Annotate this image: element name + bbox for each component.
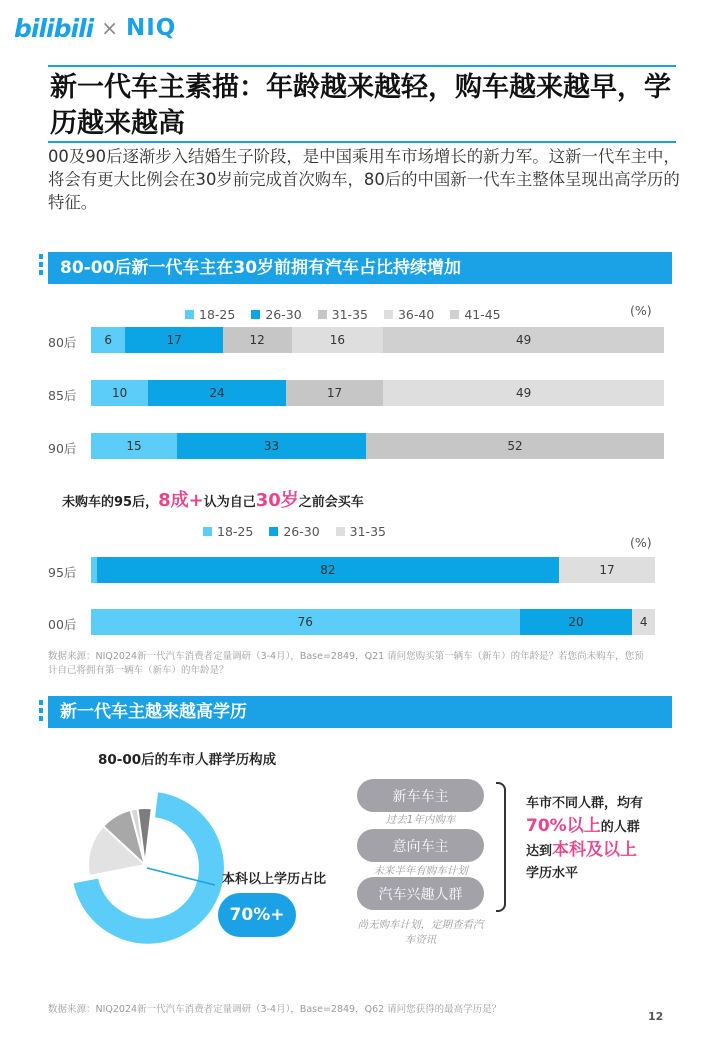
chart1-legend-swatch bbox=[185, 310, 194, 319]
legend-chart1 bbox=[185, 307, 501, 322]
chart1-bar-segment: 6 bbox=[91, 327, 125, 353]
logo-separator: × bbox=[101, 16, 118, 40]
chart2-bar-segment: 17 bbox=[559, 557, 655, 583]
pie-highlight-badge: 70%+ bbox=[218, 893, 296, 937]
source-note-1: 数据来源：NIQ2024新一代汽车消费者定量调研（3-4月），Base=2849，Q21 请问您购买第一辆车（新车）的年龄是？若您尚未购车，您预计自己将拥有第一辆车（新车）的年龄是？ bbox=[48, 651, 644, 676]
chart1-row-label: 85后 bbox=[48, 388, 77, 403]
group-pill-car-enthusiasts: 汽车兴趣人群 bbox=[357, 877, 484, 910]
section-dots-1 bbox=[39, 254, 43, 278]
chart2-legend-item bbox=[269, 524, 319, 539]
section-title-education: 新一代车主越来越高学历 bbox=[48, 696, 672, 728]
page-number: 12 bbox=[648, 1010, 664, 1023]
chart1-bar-segment: 52 bbox=[366, 433, 664, 459]
chart1-legend-label: 26-30 bbox=[265, 307, 302, 322]
header-logos bbox=[14, 12, 176, 44]
pie-highlight-label: 本科以上学历占比 bbox=[222, 872, 327, 887]
chart1-legend-label: 18-25 bbox=[199, 307, 236, 322]
chart2-row-label: 95后 bbox=[48, 565, 77, 580]
chart1-legend-swatch bbox=[318, 310, 327, 319]
title-bottom-rule bbox=[48, 141, 676, 143]
chart2-title: 未购车的95后，8成+认为自己30岁之前会买车 bbox=[62, 490, 364, 511]
legend-chart2 bbox=[203, 524, 386, 539]
chart2-legend-label: 31-35 bbox=[349, 524, 386, 539]
chart1-bar-segment: 49 bbox=[383, 380, 664, 406]
chart1-bar-segment: 33 bbox=[177, 433, 366, 459]
chart1-legend-item bbox=[450, 307, 500, 322]
chart1-legend-label: 41-45 bbox=[464, 307, 501, 322]
chart2-row-label: 00后 bbox=[48, 617, 77, 632]
chart1-legend-item bbox=[384, 307, 434, 322]
bilibili-logo: bilibili bbox=[14, 13, 94, 43]
chart2-legend-item bbox=[203, 524, 253, 539]
pie-title: 80-00后的车市人群学历构成 bbox=[98, 752, 277, 768]
chart1-bar-segment: 49 bbox=[383, 327, 664, 353]
niq-logo: NIQ bbox=[125, 15, 177, 41]
chart1-bar-segment: 16 bbox=[292, 327, 384, 353]
section-dots-2 bbox=[39, 700, 43, 724]
chart2-legend-swatch bbox=[203, 527, 212, 536]
chart1-unit: (%) bbox=[630, 303, 652, 318]
chart1-bar-segment: 15 bbox=[91, 433, 177, 459]
chart1-bar-segment: 10 bbox=[91, 380, 148, 406]
chart1-bar-segment: 12 bbox=[223, 327, 292, 353]
chart1-legend-swatch bbox=[450, 310, 459, 319]
chart2-bar-segment: 20 bbox=[520, 609, 633, 635]
chart2-legend-swatch bbox=[336, 527, 345, 536]
callout-text: 车市不同人群，均有 70%以上的人群 达到本科及以上 学历水平 bbox=[526, 796, 644, 881]
group-pill-new-owners: 新车车主 bbox=[357, 779, 484, 812]
chart1-row-label: 80后 bbox=[48, 335, 77, 350]
chart2-legend-swatch bbox=[269, 527, 278, 536]
chart2-bar-segment: 82 bbox=[97, 557, 559, 583]
chart2-bar bbox=[91, 609, 655, 635]
intro-paragraph: 00及90后逐渐步入结婚生子阶段，是中国乘用车市场增长的新力军。这新一代车主中，将会有更大比例会在30岁前完成首次购车，80后的中国新一代车主整体呈现出高学历的特征。 bbox=[48, 147, 680, 212]
chart1-bar-segment: 17 bbox=[125, 327, 222, 353]
chart2-bar-segment: 76 bbox=[91, 609, 520, 635]
chart1-bar-segment: 24 bbox=[148, 380, 286, 406]
chart1-bar bbox=[91, 380, 664, 406]
chart1-bar-segment: 17 bbox=[286, 380, 383, 406]
group-note-new-owners: 过去1年内购车 bbox=[385, 814, 456, 826]
bracket bbox=[496, 782, 506, 912]
chart2-legend-label: 18-25 bbox=[217, 524, 254, 539]
group-note-car-enthusiasts: 尚无购车计划，定期查看汽车资讯 bbox=[357, 919, 484, 946]
chart1-legend-item bbox=[185, 307, 235, 322]
chart1-row-label: 90后 bbox=[48, 441, 77, 456]
chart2-legend-label: 26-30 bbox=[283, 524, 320, 539]
chart2-bar-segment: 4 bbox=[632, 609, 655, 635]
chart2-bar bbox=[91, 557, 655, 583]
chart1-legend-swatch bbox=[251, 310, 260, 319]
chart2-legend-item bbox=[336, 524, 386, 539]
page-title: 新一代车主素描：年龄越来越轻，购车越来越早，学历越来越高 bbox=[50, 72, 671, 139]
title-top-rule bbox=[48, 65, 676, 67]
chart1-legend-label: 31-35 bbox=[331, 307, 368, 322]
chart1-legend-label: 36-40 bbox=[397, 307, 435, 322]
chart1-legend-item bbox=[251, 307, 301, 322]
chart1-bar bbox=[91, 327, 664, 353]
chart1-legend-item bbox=[318, 307, 368, 322]
source-note-2: 数据来源：NIQ2024新一代汽车消费者定量调研（3-4月），Base=2849，Q62 请问您获得的最高学历是？ bbox=[48, 1004, 502, 1015]
chart1-legend-swatch bbox=[384, 310, 393, 319]
section-title-age: 80-00后新一代车主在30岁前拥有汽车占比持续增加 bbox=[48, 252, 672, 284]
group-pill-intending-owners: 意向车主 bbox=[357, 829, 484, 862]
chart1-bar bbox=[91, 433, 664, 459]
group-note-intending-owners: 未来半年有购车计划 bbox=[373, 865, 468, 877]
chart2-unit: (%) bbox=[630, 535, 652, 550]
